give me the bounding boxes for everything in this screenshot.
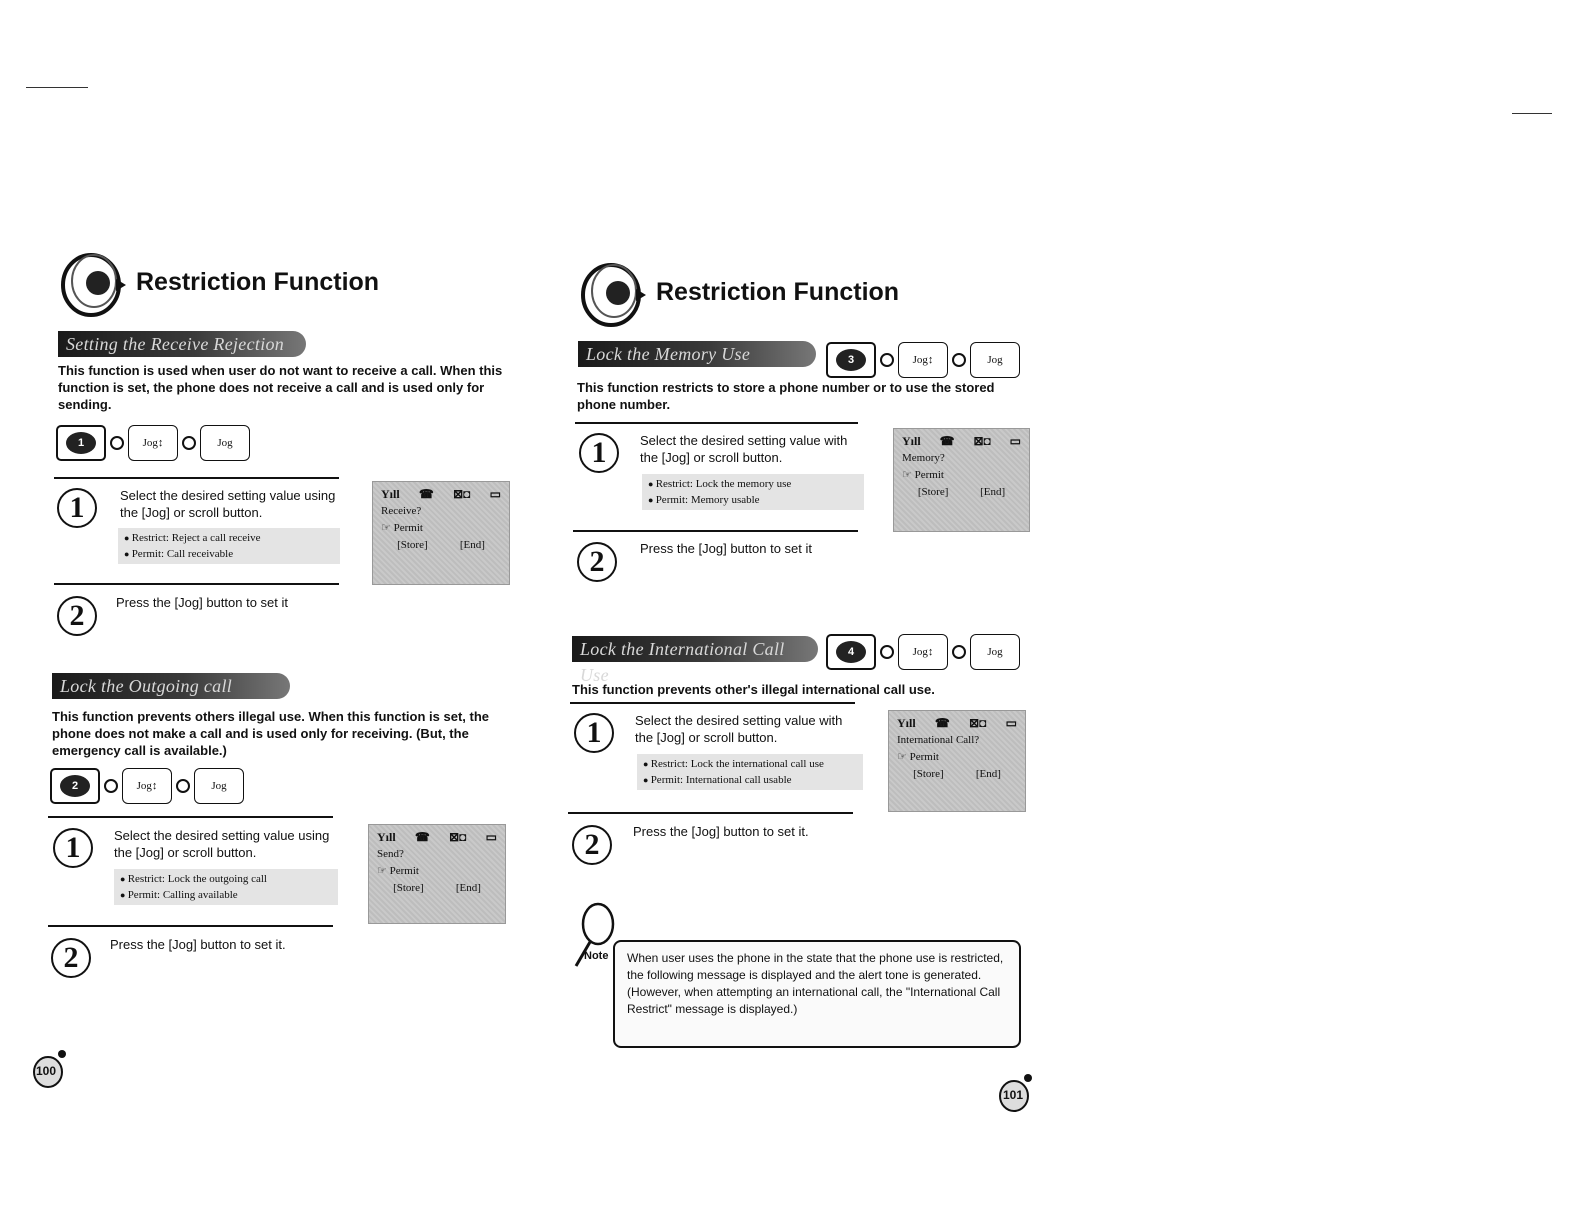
phone-lcd-screen (893, 428, 1030, 532)
lcd-prompt: Send? (377, 848, 404, 860)
right-page-header (578, 255, 899, 329)
menu-key-2: 2 (50, 768, 100, 804)
menu-key-1: 1 (56, 425, 106, 461)
section-banner: Lock the Memory Use (578, 341, 816, 367)
section-description: This function is used when user do not want to receive a call. When this function is set, the phone does not receive a call and is used only for sending. (58, 363, 503, 412)
lcd-status-icons (902, 433, 1021, 450)
options-list (118, 528, 340, 564)
menu-key-3: 3 (826, 342, 876, 378)
step-number: 1 (574, 713, 614, 753)
arrow-circle-icon (176, 779, 190, 793)
magnifier-note-icon (572, 902, 618, 973)
step-number: 2 (577, 542, 617, 582)
section-description: This function restricts to store a phone number or to use the stored phone number. (577, 380, 995, 412)
arrow-circle-icon (182, 436, 196, 450)
pointer-icon: ☞ (377, 865, 387, 877)
step-number: 1 (57, 488, 97, 528)
arrow-circle-icon (880, 645, 894, 659)
options-list (642, 474, 864, 510)
phone-lcd-screen (368, 824, 506, 924)
step-number: 1 (53, 828, 93, 868)
note-box: When user uses the phone in the state that the phone use is restricted, the following message is displayed and the alert tone is generated. (However, when attempting an international call, the "International Call Restrict" message is displayed.) (613, 940, 1021, 1048)
option-item: ● Permit: Calling available (120, 887, 332, 903)
lcd-softkeys: [Store] [End] (393, 882, 481, 894)
phone-lcd-screen (888, 710, 1026, 812)
divider (575, 422, 858, 424)
arrow-circle-icon (952, 645, 966, 659)
key-sequence (826, 340, 1020, 380)
key-sequence (50, 766, 244, 806)
arrow-circle-icon (110, 436, 124, 450)
page-number: 101 (1003, 1088, 1024, 1102)
battery-icon: ▭ (489, 487, 501, 501)
options-list (114, 869, 338, 905)
note-label: Note (584, 950, 609, 962)
option-item: ● Restrict: Reject a call receive (124, 530, 334, 546)
step-number: 1 (579, 433, 619, 473)
jog-scroll-key: Jog↕ (128, 425, 178, 461)
step-text: Press the [Jog] button to set it. (633, 824, 809, 839)
lcd-status-icons (897, 715, 1017, 732)
divider (48, 816, 333, 818)
section-banner: Setting the Receive Rejection (58, 331, 306, 357)
step-text: Select the desired setting value using the [Jog] or scroll button. (114, 828, 330, 860)
lcd-prompt: Receive? (381, 505, 422, 517)
step-number: 2 (51, 938, 91, 978)
step-text: Select the desired setting value with the [Jog] or scroll button. (640, 433, 848, 465)
left-page-header (58, 245, 379, 319)
page-number: 100 (36, 1064, 57, 1078)
jog-scroll-key: Jog↕ (898, 634, 948, 670)
message-icon: ⊠◘ (973, 434, 991, 448)
phone-logo-icon (58, 245, 128, 319)
battery-icon: ▭ (1009, 434, 1021, 448)
signal-icon: Yıll (902, 434, 921, 448)
lcd-softkeys: [Store] [End] (913, 768, 1001, 780)
phone-icon: ☎ (418, 487, 434, 501)
lcd-value: ☞ Permit (381, 522, 423, 534)
battery-icon: ▭ (485, 830, 497, 844)
pointer-icon: ☞ (381, 522, 391, 534)
phone-lcd-screen (372, 481, 510, 585)
lcd-prompt: International Call? (897, 734, 980, 746)
option-item: ● Permit: Memory usable (648, 492, 858, 508)
jog-key: Jog (970, 342, 1020, 378)
step-text: Select the desired setting value with the [Jog] or scroll button. (635, 713, 843, 745)
option-item: ● Permit: International call usable (643, 772, 857, 788)
page-title: Restriction Function (656, 277, 900, 306)
message-icon: ⊠◘ (969, 716, 987, 730)
lcd-prompt: Memory? (902, 452, 945, 464)
phone-logo-icon (578, 255, 648, 329)
key-sequence (56, 423, 250, 463)
phone-icon: ☎ (939, 434, 955, 448)
option-item: ● Permit: Call receivable (124, 546, 334, 562)
lcd-softkeys: [Store] [End] (917, 486, 1006, 498)
divider (48, 925, 333, 927)
section-banner: Lock the International Call Use (572, 636, 818, 662)
step-text: Select the desired setting value using the [Jog] or scroll button. (120, 488, 336, 520)
key-sequence (826, 632, 1020, 672)
jog-key: Jog (194, 768, 244, 804)
pointer-icon: ☞ (902, 469, 912, 481)
lcd-value: ☞ Permit (377, 865, 419, 877)
section-description: This function prevents others illegal use. When this function is set, the phone does not make a call and is used only for receiving. (But, the emergency call is available.) (52, 709, 489, 758)
section-banner: Lock the Outgoing call (52, 673, 290, 699)
option-item: ● Restrict: Lock the memory use (648, 476, 858, 492)
arrow-circle-icon (880, 353, 894, 367)
pointer-icon: ☞ (897, 751, 907, 763)
message-icon: ⊠◘ (449, 830, 467, 844)
options-list (637, 754, 863, 790)
step-number: 2 (57, 596, 97, 636)
signal-icon: Yıll (897, 716, 916, 730)
menu-key-4: 4 (826, 634, 876, 670)
phone-icon: ☎ (414, 830, 430, 844)
jog-key: Jog (200, 425, 250, 461)
signal-icon: Yıll (377, 830, 396, 844)
lcd-status-icons (377, 829, 497, 846)
step-number: 2 (572, 825, 612, 865)
step-text: Press the [Jog] button to set it (640, 541, 812, 556)
divider (568, 812, 853, 814)
battery-icon: ▭ (1005, 716, 1017, 730)
step-text: Press the [Jog] button to set it (116, 595, 288, 610)
option-item: ● Restrict: Lock the international call use (643, 756, 857, 772)
option-item: ● Restrict: Lock the outgoing call (120, 871, 332, 887)
phone-icon: ☎ (934, 716, 950, 730)
divider (570, 702, 855, 704)
jog-key: Jog (970, 634, 1020, 670)
signal-icon: Yıll (381, 487, 400, 501)
lcd-value: ☞ Permit (902, 469, 944, 481)
lcd-status-icons (381, 486, 501, 503)
jog-scroll-key: Jog↕ (122, 768, 172, 804)
arrow-circle-icon (952, 353, 966, 367)
arrow-circle-icon (104, 779, 118, 793)
lcd-value: ☞ Permit (897, 751, 939, 763)
jog-scroll-key: Jog↕ (898, 342, 948, 378)
divider (54, 583, 339, 585)
message-icon: ⊠◘ (453, 487, 471, 501)
step-text: Press the [Jog] button to set it. (110, 937, 286, 952)
lcd-softkeys: [Store] [End] (397, 539, 485, 551)
page-title: Restriction Function (136, 267, 380, 296)
section-description: This function prevents other's illegal international call use. (572, 682, 935, 697)
divider (573, 530, 858, 532)
divider (54, 477, 339, 479)
